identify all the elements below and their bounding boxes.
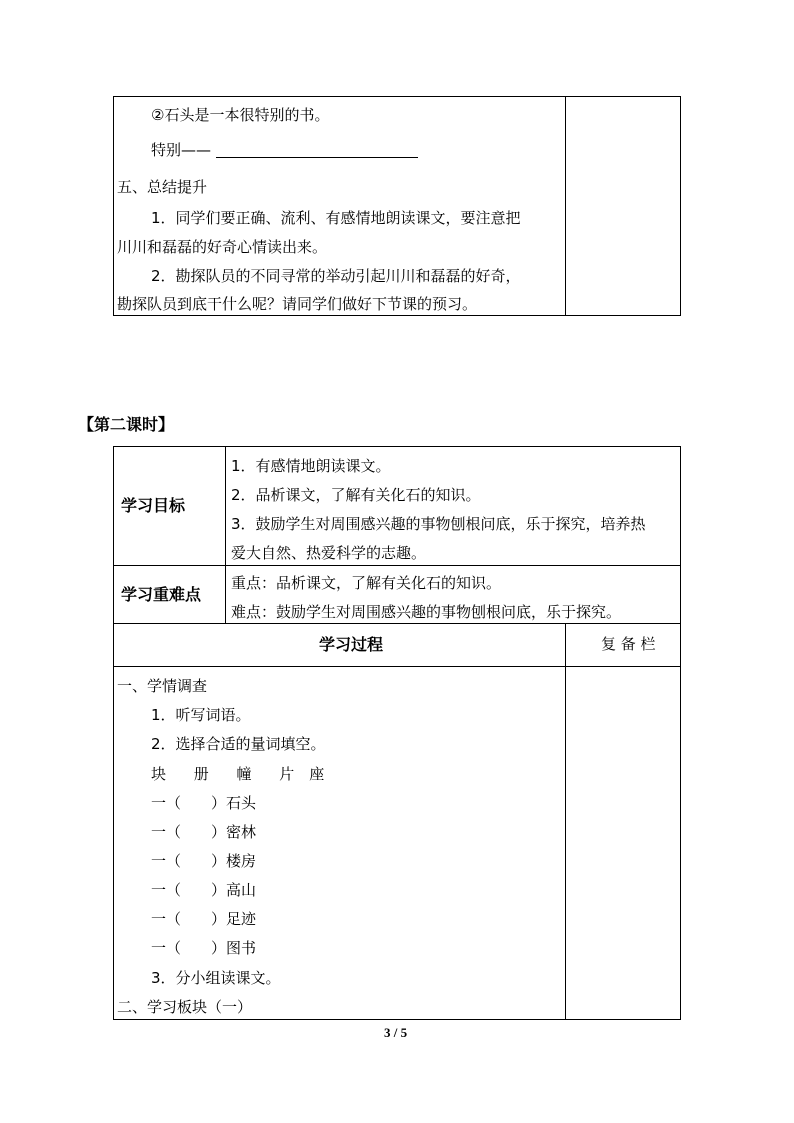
label-column-rule <box>225 446 226 623</box>
top-line-6: 2．勘探队员的不同寻常的举动引起川川和磊磊的好奇， <box>151 267 521 285</box>
blank-item-6: 一（ ）图书 <box>151 939 257 957</box>
top-line-3: 五、总结提升 <box>117 178 208 196</box>
blank-item-2: 一（ ）密林 <box>151 823 257 841</box>
blank-item-1: 一（ ）石头 <box>151 794 257 812</box>
goal-item-4: 爱大自然、热爱科学的志趣。 <box>231 544 427 562</box>
top-line-1: ②石头是一本很特别的书。 <box>151 106 330 124</box>
blank-item-3: 一（ ）楼房 <box>151 852 257 870</box>
top-table-divider <box>565 96 566 316</box>
keypoints-label: 学习重难点 <box>121 585 202 604</box>
row-rule-keypoints <box>113 623 681 624</box>
notes-column-rule <box>565 623 566 1020</box>
fill-blank-prompt: 特别—— <box>151 141 212 159</box>
process-line-5: 二、学习板块（一） <box>117 998 253 1016</box>
top-line-2 <box>151 140 211 160</box>
top-line-7: 勘探队员到底干什么呢？请同学们做好下节课的预习。 <box>117 295 478 313</box>
measure-word-options: 块 册 幢 片 座 <box>151 765 325 783</box>
goals-label: 学习目标 <box>121 496 186 515</box>
goal-item-3: 3．鼓励学生对周围感兴趣的事物刨根问底，乐于探究，培养热 <box>231 515 646 533</box>
page-number: 3 / 5 <box>384 1025 408 1040</box>
top-line-4: 1．同学们要正确、流利、有感情地朗读课文，要注意把 <box>151 209 521 227</box>
goal-item-2: 2．品析课文，了解有关化石的知识。 <box>231 486 481 504</box>
blank-item-4: 一（ ）高山 <box>151 881 257 899</box>
blank-item-5: 一（ ）足迹 <box>151 910 257 928</box>
top-line-5: 川川和磊磊的好奇心情读出来。 <box>117 238 328 256</box>
keypoint-item-2: 难点：鼓励学生对周围感兴趣的事物刨根问底，乐于探究。 <box>231 603 622 621</box>
process-line-1: 一、学情调查 <box>117 677 208 695</box>
keypoint-item-1: 重点：品析课文，了解有关化石的知识。 <box>231 574 502 592</box>
process-line-2: 1．听写词语。 <box>151 706 251 724</box>
fill-blank-underline[interactable] <box>216 157 418 158</box>
notes-header: 复 备 栏 <box>601 635 656 653</box>
section-heading: 【第二课时】 <box>78 415 175 434</box>
row-rule-process-header <box>113 666 681 667</box>
process-line-3: 2．选择合适的量词填空。 <box>151 735 326 753</box>
process-header: 学习过程 <box>319 635 384 654</box>
row-rule-goals <box>113 565 681 566</box>
process-line-4: 3．分小组读课文。 <box>151 969 281 987</box>
goal-item-1: 1．有感情地朗读课文。 <box>231 457 391 475</box>
